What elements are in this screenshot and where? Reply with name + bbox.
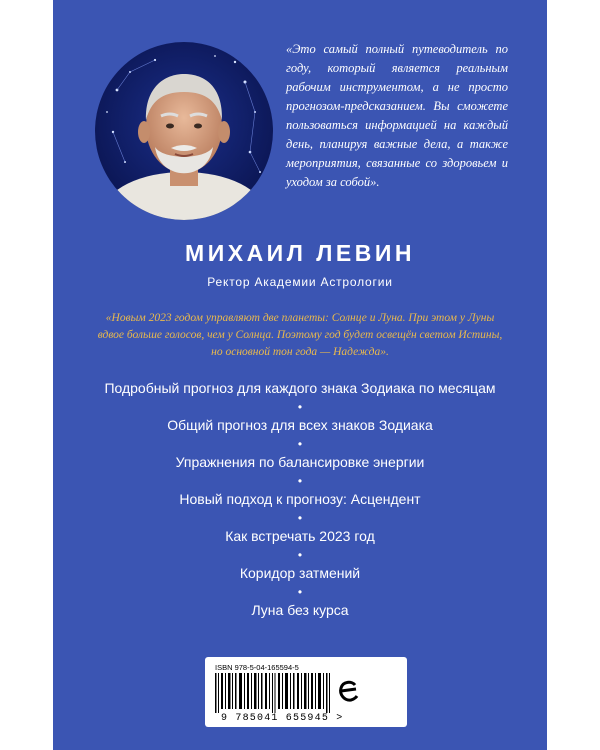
publisher-logo-icon <box>335 677 363 705</box>
bullet-separator: • <box>297 511 303 525</box>
author-photo-illustration <box>95 42 273 220</box>
isbn-text: ISBN 978-5-04-165594-5 <box>215 663 299 672</box>
author-name: МИХАИЛ ЛЕВИН <box>185 240 415 266</box>
bullet-separator: • <box>297 400 303 414</box>
author-quote: «Это самый полный путеводитель по году, который является реальным рабочим инструментом, а не просто прогнозом-предсказанием. Вы сможете пользоваться информацией на каждый день, планируя важные дела, а также мероприятия, связанные со здоровьем и уходом за собой». <box>286 42 508 189</box>
feature-item: Луна без курса <box>251 602 349 618</box>
barcode-box <box>205 657 407 727</box>
feature-item: Упражнения по балансировке энергии <box>175 454 425 470</box>
bullet-separator: • <box>297 548 303 562</box>
bullet-separator: • <box>297 585 303 599</box>
bullet-separator: • <box>297 437 303 451</box>
feature-item: Подробный прогноз для каждого знака Зодиака по месяцам <box>104 380 496 396</box>
author-portrait <box>95 42 273 220</box>
feature-list <box>0 380 600 619</box>
barcode-icon <box>215 673 333 713</box>
forecast-quote: «Новым 2023 годом управляют две планеты: Солнце и Луна. При этом у Луны вдвое больше голосов, чем у Солнца. Поэтому год будет освещён светом Истины, но основной тон года — Надежда». <box>97 312 503 358</box>
feature-item: Новый подход к прогнозу: Асцендент <box>179 491 421 507</box>
feature-item: Как встречать 2023 год <box>225 528 375 544</box>
bullet-separator: • <box>297 474 303 488</box>
feature-item: Коридор затмений <box>239 565 361 581</box>
feature-item: Общий прогноз для всех знаков Зодиака <box>167 417 433 433</box>
author-title: Ректор Академии Астрологии <box>207 275 393 289</box>
barcode-digits: 9 785041 655945 > <box>221 713 344 724</box>
